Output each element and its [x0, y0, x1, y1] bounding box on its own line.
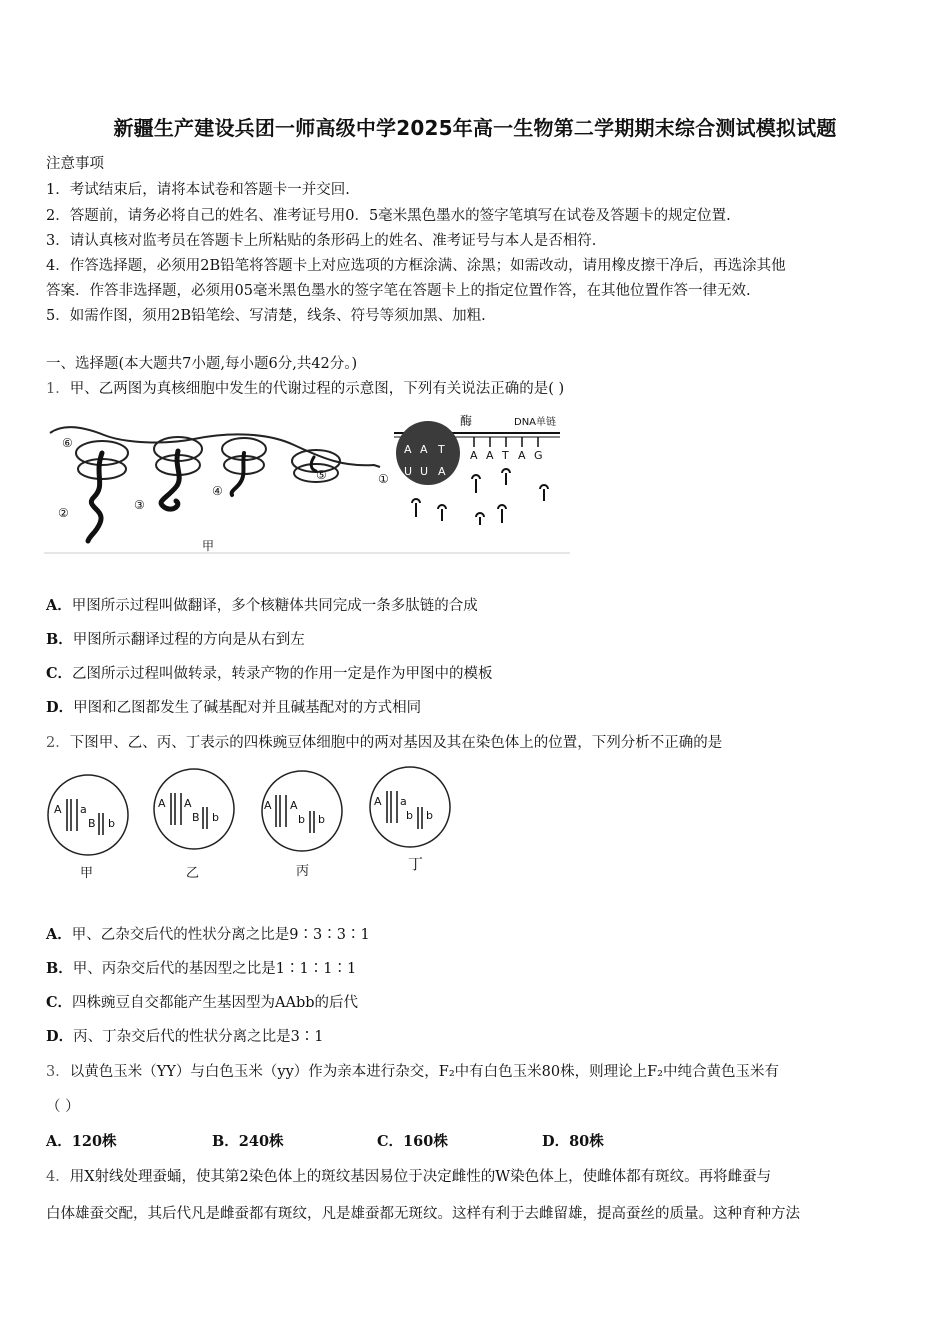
figure-label: 甲 — [202, 539, 215, 553]
option-a[interactable] — [46, 923, 370, 944]
option-a[interactable] — [46, 1130, 117, 1151]
base-letter: G — [534, 449, 543, 462]
option-letter: D． — [46, 1028, 74, 1045]
base-letter: T — [438, 443, 445, 456]
option-a[interactable] — [46, 594, 478, 615]
cell-circle — [370, 767, 450, 847]
cell-circle — [154, 769, 234, 849]
base-letter: A — [404, 443, 412, 456]
option-text: 甲、丙杂交后代的基因型之比是1∶1∶1∶1 — [72, 961, 357, 977]
notice-item: 4．作答选择题，必须用2B铅笔将答题卡上对应选项的方框涂满、涂黑；如需改动，请用橡皮擦干净后，再选涂其他 — [46, 258, 786, 274]
gene-label: A — [184, 797, 192, 810]
marker-label: ⑥ — [62, 436, 73, 450]
gene-label: b — [406, 809, 413, 822]
notice-heading: 注意事项 — [46, 156, 104, 172]
option-text: 160株 — [403, 1133, 448, 1150]
option-c[interactable] — [46, 991, 358, 1012]
page-title: 新疆生产建设兵团一师高级中学2025年高一生物第二学期期末综合测试模拟试题 — [113, 116, 837, 140]
question-text: 下图甲、乙、丙、丁表示的四株豌豆体细胞中的两对基因及其在染色体上的位置，下列分析不正确的是 — [69, 735, 723, 751]
option-text: 甲图所示翻译过程的方向是从右到左 — [72, 632, 305, 648]
nucleotide-icon — [412, 499, 420, 517]
base-letter: A — [518, 449, 526, 462]
marker-label: ⑤ — [316, 468, 327, 482]
gene-label: b — [108, 817, 115, 830]
base-letter: A — [486, 449, 494, 462]
gene-label: a — [400, 795, 407, 808]
option-letter: A． — [46, 1133, 72, 1150]
gene-label: A — [54, 803, 62, 816]
gene-label: b — [318, 813, 325, 826]
gene-label: a — [80, 803, 87, 816]
cell-label: 丙 — [296, 864, 310, 879]
option-b[interactable] — [46, 957, 356, 978]
nucleotide-icon — [540, 485, 548, 501]
nucleotide-icon — [438, 505, 446, 521]
option-text: 甲图所示过程叫做翻译，多个核糖体共同完成一条多肽链的合成 — [71, 598, 478, 614]
option-letter: C． — [46, 994, 73, 1011]
question-1 — [46, 377, 564, 398]
option-c[interactable] — [377, 1130, 448, 1151]
base-letter: U — [404, 465, 413, 478]
question-number: 3． — [46, 1064, 70, 1080]
question-2 — [46, 731, 722, 752]
option-letter: C． — [377, 1133, 404, 1150]
option-text: 240株 — [238, 1133, 284, 1150]
notice-item: 答案．作答非选择题，必须用05毫米黑色墨水的签字笔在答题卡上的指定位置作答，在其他位置作答一律无效. — [46, 283, 751, 299]
marker-label: ② — [58, 506, 69, 520]
marker-label: ④ — [212, 484, 223, 498]
q1-figure — [44, 405, 574, 555]
gene-label: A — [374, 795, 382, 808]
gene-label: B — [192, 811, 200, 824]
gene-label: B — [88, 817, 96, 830]
question-number: 2． — [46, 735, 70, 751]
option-c[interactable] — [46, 662, 493, 683]
gene-label: A — [290, 799, 298, 812]
base-letter: T — [502, 449, 509, 462]
answer-blank: （ ） — [46, 1099, 80, 1115]
option-letter: D． — [542, 1133, 570, 1150]
question-number: 4． — [46, 1169, 70, 1185]
option-text: 120株 — [71, 1133, 117, 1150]
option-letter: B． — [46, 960, 73, 977]
option-d[interactable] — [46, 1025, 324, 1046]
polypeptide-chain — [88, 453, 102, 541]
gene-label: b — [298, 813, 305, 826]
question-number: 1． — [46, 381, 70, 397]
notice-item: 1．考试结束后，请将本试卷和答题卡一并交回. — [46, 182, 350, 198]
dna-label: DNA单链 — [514, 417, 557, 428]
marker-label: ① — [378, 472, 389, 486]
q2-figure — [40, 765, 460, 885]
notice-item: 2．答题前，请务必将自己的姓名、准考证号用0．5毫米黑色墨水的签字笔填写在试卷及答题卡的规定位置. — [46, 208, 731, 224]
cell-label: 甲 — [80, 866, 94, 881]
gene-label: A — [264, 799, 272, 812]
option-letter: C． — [46, 665, 73, 682]
gene-label: A — [158, 797, 166, 810]
option-text: 丙、丁杂交后代的性状分离之比是3∶1 — [73, 1029, 324, 1045]
question-text: 用X射线处理蚕蛹，使其第2染色体上的斑纹基因易位于决定雌性的W染色体上，使雌体都有斑纹。再将雌蚕与 — [69, 1169, 772, 1185]
option-letter: B． — [212, 1133, 239, 1150]
option-b[interactable] — [46, 628, 305, 649]
cell-label: 乙 — [186, 866, 200, 881]
option-b[interactable] — [212, 1130, 284, 1151]
enzyme-label: 酶 — [460, 414, 473, 428]
base-letter: A — [438, 465, 446, 478]
question-text: 甲、乙两图为真核细胞中发生的代谢过程的示意图，下列有关说法正确的是( ) — [69, 381, 565, 397]
base-letter: U — [420, 465, 429, 478]
option-d[interactable] — [46, 696, 421, 717]
option-text: 80株 — [569, 1133, 604, 1150]
option-letter: D． — [46, 699, 74, 716]
option-letter: A． — [46, 597, 72, 614]
section-heading: 一、选择题(本大题共7小题,每小题6分,共42分。) — [46, 356, 358, 372]
option-d[interactable] — [542, 1130, 604, 1151]
gene-label: b — [212, 811, 219, 824]
nucleotide-icon — [498, 505, 506, 523]
nucleotide-icon — [472, 475, 480, 493]
question-text: 以黄色玉米（YY）与白色玉米（yy）作为亲本进行杂交，F₂中有白色玉米80株，则理论上F₂中纯合黄色玉米有 — [69, 1064, 779, 1080]
option-text: 甲、乙杂交后代的性状分离之比是9∶3∶3∶1 — [71, 927, 370, 943]
question-4 — [46, 1165, 771, 1186]
notice-item: 3．请认真核对监考员在答题卡上所粘贴的条形码上的姓名、准考证号与本人是否相符. — [46, 233, 597, 249]
base-letter: A — [470, 449, 478, 462]
gene-label: b — [426, 809, 433, 822]
marker-label: ③ — [134, 498, 145, 512]
nucleotide-icon — [502, 469, 510, 485]
option-letter: B． — [46, 631, 73, 648]
question-text-continued: 白体雄蚕交配，其后代凡是雌蚕都有斑纹，凡是雄蚕都无斑纹。这样有利于去雌留雄，提高蚕丝的质量。这种育种方法 — [46, 1206, 800, 1222]
base-letter: A — [420, 443, 428, 456]
notice-item: 5．如需作图，须用2B铅笔绘、写清楚，线条、符号等须加黑、加粗. — [46, 308, 486, 324]
nucleotide-icon — [476, 513, 484, 525]
option-text: 四株豌豆自交都能产生基因型为AAbb的后代 — [72, 995, 359, 1011]
cell-label: 丁 — [408, 855, 424, 873]
option-text: 甲图和乙图都发生了碱基配对并且碱基配对的方式相同 — [73, 700, 422, 716]
question-3 — [46, 1060, 779, 1081]
option-letter: A． — [46, 926, 72, 943]
option-text: 乙图所示过程叫做转录，转录产物的作用一定是作为甲图中的模板 — [72, 666, 493, 682]
cell-circle — [262, 771, 342, 851]
